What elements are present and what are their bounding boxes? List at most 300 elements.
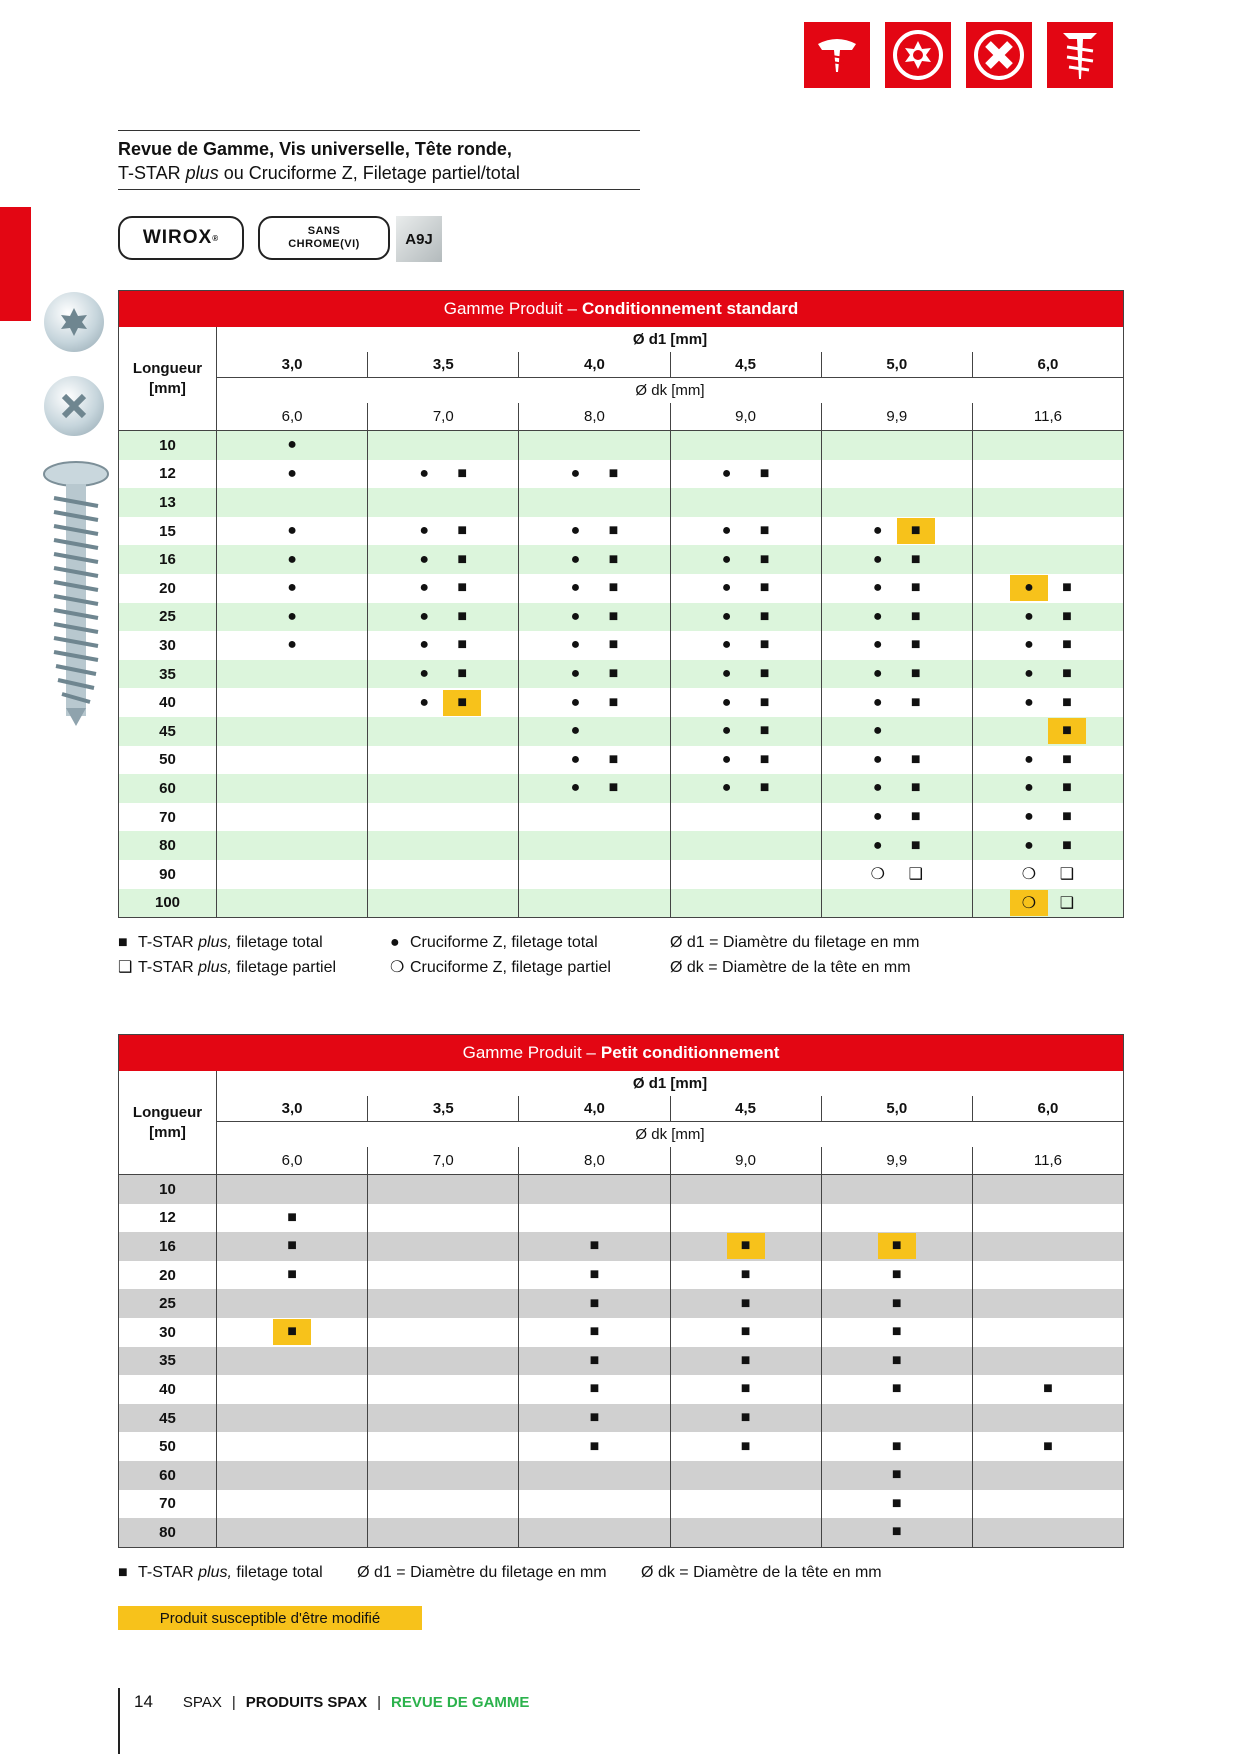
availability-cell <box>822 1175 973 1204</box>
table-row <box>119 1490 1123 1519</box>
availability-cell <box>368 660 519 689</box>
tstar-partial-mark: ❑ <box>1059 894 1075 912</box>
cross-total-mark: ● <box>721 722 732 740</box>
tstar-total-mark: ■ <box>608 579 619 597</box>
cross-total-mark: ● <box>872 579 883 597</box>
tstar-total-mark: ■ <box>910 636 921 654</box>
tstar-total-mark: ■ <box>608 522 619 540</box>
d1-value: 4,0 <box>519 1096 670 1121</box>
small-table-header: Gamme Produit – Petit conditionnement <box>119 1035 1123 1071</box>
availability-cell <box>822 1461 973 1490</box>
availability-cell <box>217 1289 368 1318</box>
cross-total-mark: ● <box>419 607 430 625</box>
availability-cell <box>671 1490 822 1519</box>
availability-cell <box>822 545 973 574</box>
cross-total-mark: ● <box>872 722 883 740</box>
availability-cell <box>519 1318 670 1347</box>
length-cell: 45 <box>119 717 217 746</box>
availability-cell <box>368 1318 519 1347</box>
tstar-total-mark: ■ <box>759 665 770 683</box>
tstar-partial-mark: ❑ <box>908 866 923 884</box>
tstar-total-mark: ■ <box>891 1323 902 1341</box>
availability-cell <box>973 889 1123 918</box>
length-cell: 60 <box>119 774 217 803</box>
tstar-total-mark: ■ <box>891 1523 902 1541</box>
dk-value: 9,9 <box>822 403 973 430</box>
availability-cell <box>822 603 973 632</box>
cross-partial-mark: ❍ <box>1010 890 1048 916</box>
availability-cell <box>368 488 519 517</box>
d1-value: 5,0 <box>822 352 973 377</box>
availability-cell <box>671 460 822 489</box>
availability-cell <box>519 431 670 460</box>
cross-total-mark: ● <box>570 636 581 654</box>
cross-total-mark: ● <box>419 636 430 654</box>
cross-total-mark: ● <box>872 693 883 711</box>
tstar-total-mark: ■ <box>759 636 770 654</box>
table-row <box>119 488 1123 517</box>
tstar-total-mark: ■ <box>608 636 619 654</box>
availability-cell <box>368 574 519 603</box>
tstar-total-mark: ■ <box>608 750 619 768</box>
cross-total-mark: ● <box>287 550 297 568</box>
tstar-total-mark: ■ <box>891 1466 902 1484</box>
availability-cell <box>973 1518 1123 1547</box>
availability-cell <box>217 1261 368 1290</box>
availability-cell <box>822 1375 973 1404</box>
cross-total-mark: ● <box>721 464 732 482</box>
d1-values-row <box>217 352 1123 378</box>
tstar-total-mark: ■ <box>457 550 468 568</box>
legend-diameters: Ø d1 = Diamètre du filetage en mm Ø dk = Diamètre de la tête en mm <box>670 934 920 976</box>
tstar-total-mark: ■ <box>878 1233 916 1259</box>
table-row <box>119 1375 1123 1404</box>
length-cell: 60 <box>119 1461 217 1490</box>
dk-value: 7,0 <box>368 403 519 430</box>
length-cell: 90 <box>119 860 217 889</box>
cross-total-mark: ● <box>570 665 581 683</box>
availability-cell <box>217 803 368 832</box>
availability-cell <box>519 803 670 832</box>
footer-section: PRODUITS SPAX <box>245 1693 368 1711</box>
tstar-total-mark: ■ <box>897 518 935 544</box>
availability-cell <box>368 603 519 632</box>
cross-total-mark: ● <box>570 693 581 711</box>
cross-total-mark: ● <box>872 750 883 768</box>
availability-cell <box>973 631 1123 660</box>
availability-cell <box>671 717 822 746</box>
availability-cell <box>822 1404 973 1433</box>
d1-value: 3,5 <box>368 352 519 377</box>
availability-cell <box>519 1432 670 1461</box>
availability-cell <box>671 889 822 918</box>
availability-cell <box>822 574 973 603</box>
availability-cell <box>368 1347 519 1376</box>
availability-cell <box>368 1461 519 1490</box>
availability-cell <box>671 1204 822 1233</box>
cross-total-mark: ● <box>570 550 581 568</box>
cross-total-mark: ● <box>287 522 297 540</box>
page-number: 14 <box>134 1692 153 1711</box>
availability-cell <box>973 774 1123 803</box>
length-cell: 80 <box>119 1518 217 1547</box>
availability-cell <box>368 774 519 803</box>
availability-cell <box>822 1490 973 1519</box>
tstar-total-mark: ■ <box>740 1323 751 1341</box>
availability-cell <box>217 1347 368 1376</box>
availability-cell <box>519 1347 670 1376</box>
availability-cell <box>368 517 519 546</box>
title-sub: T-STAR plus ou Cruciforme Z, Filetage partiel/total <box>118 163 520 183</box>
table-row <box>119 1461 1123 1490</box>
availability-cell <box>519 1518 670 1547</box>
availability-cell <box>217 889 368 918</box>
screw-side-image <box>40 458 112 728</box>
cross-total-mark: ● <box>872 636 883 654</box>
tstar-total-mark: ■ <box>1062 779 1072 797</box>
dk-value: 11,6 <box>1033 1152 1062 1169</box>
small-range-table <box>118 1034 1124 1548</box>
tstar-total-mark: ■ <box>740 1437 751 1455</box>
cross-total-mark: ● <box>872 836 883 854</box>
head-shape-icon <box>804 22 870 88</box>
availability-cell <box>368 889 519 918</box>
length-cell: 30 <box>119 631 217 660</box>
footer-brand: SPAX <box>182 1693 222 1711</box>
availability-cell <box>368 1261 519 1290</box>
availability-cell <box>519 603 670 632</box>
longueur-label: Longueur [mm] <box>119 327 217 430</box>
length-cell: 30 <box>119 1318 217 1347</box>
availability-cell <box>973 717 1123 746</box>
cross-total-mark: ● <box>570 579 581 597</box>
tstar-partial-mark: ❑ <box>1059 866 1075 884</box>
cross-total-mark: ● <box>1024 636 1034 654</box>
d1-label: Ø d1 [mm] <box>632 331 708 348</box>
d1-value: 3,5 <box>368 1096 519 1121</box>
tstar-total-mark: ■ <box>910 808 921 826</box>
length-cell: 25 <box>119 603 217 632</box>
availability-cell <box>671 431 822 460</box>
tstar-total-mark: ■ <box>589 1380 600 1398</box>
tstar-total-mark: ■ <box>457 464 468 482</box>
footer-bar <box>118 1688 120 1754</box>
availability-cell <box>368 717 519 746</box>
tstar-total-mark: ■ <box>1062 579 1072 597</box>
cross-total-mark: ● <box>419 550 430 568</box>
availability-cell <box>822 831 973 860</box>
cross-total-mark: ● <box>721 522 732 540</box>
availability-cell <box>822 688 973 717</box>
d1-values-row <box>217 1096 1123 1122</box>
availability-cell <box>519 1261 670 1290</box>
dk-value: 9,9 <box>822 1147 973 1174</box>
tstar-total-mark: ■ <box>589 1237 600 1255</box>
page-title <box>118 130 640 190</box>
availability-cell <box>822 717 973 746</box>
cross-total-mark: ● <box>721 579 732 597</box>
wirox-badge: WIROX ® <box>118 216 244 260</box>
availability-cell <box>519 517 670 546</box>
availability-cell <box>519 1232 670 1261</box>
table-row <box>119 603 1123 632</box>
availability-cell <box>217 1204 368 1233</box>
availability-cell <box>973 1347 1123 1376</box>
availability-cell <box>519 889 670 918</box>
table-row <box>119 1204 1123 1233</box>
availability-cell <box>368 1204 519 1233</box>
tstar-total-mark: ■ <box>891 1294 902 1312</box>
availability-cell <box>368 545 519 574</box>
length-cell: 20 <box>119 1261 217 1290</box>
availability-cell <box>973 746 1123 775</box>
availability-cell <box>973 860 1123 889</box>
availability-cell <box>973 660 1123 689</box>
availability-cell <box>973 1289 1123 1318</box>
availability-cell <box>973 1318 1123 1347</box>
availability-cell <box>217 1432 368 1461</box>
availability-cell <box>973 1232 1123 1261</box>
table-row <box>119 660 1123 689</box>
availability-cell <box>822 460 973 489</box>
length-cell: 16 <box>119 545 217 574</box>
length-cell: 50 <box>119 746 217 775</box>
table-row <box>119 1347 1123 1376</box>
legend-cross: ● Cruciforme Z, filetage total ❍ Cruciforme Z, filetage partiel <box>390 934 611 976</box>
availability-cell <box>217 1375 368 1404</box>
table-row <box>119 1261 1123 1290</box>
availability-cell <box>671 1175 822 1204</box>
availability-cell <box>973 488 1123 517</box>
availability-cell <box>973 1404 1123 1433</box>
availability-cell <box>822 803 973 832</box>
availability-cell <box>519 488 670 517</box>
availability-cell <box>822 1347 973 1376</box>
table-row <box>119 688 1123 717</box>
availability-cell <box>368 831 519 860</box>
availability-cell <box>519 1404 670 1433</box>
title-main: Revue de Gamme, Vis universelle, Tête ronde, <box>118 139 512 159</box>
availability-cell <box>973 1432 1123 1461</box>
availability-cell <box>671 1289 822 1318</box>
availability-cell <box>519 1204 670 1233</box>
availability-cell <box>368 1375 519 1404</box>
tstar-total-mark: ■ <box>608 779 619 797</box>
availability-cell <box>217 1404 368 1433</box>
availability-cell <box>217 688 368 717</box>
availability-cell <box>822 889 973 918</box>
availability-cell <box>217 1232 368 1261</box>
tstar-total-mark: ■ <box>287 1208 297 1226</box>
availability-cell <box>973 460 1123 489</box>
tstar-total-mark: ■ <box>740 1409 751 1427</box>
availability-cell <box>368 1175 519 1204</box>
cross-total-mark: ● <box>570 722 581 740</box>
cross-total-mark: ● <box>419 522 430 540</box>
standard-table-body <box>119 431 1123 917</box>
availability-cell <box>519 774 670 803</box>
footer: 14 SPAX | PRODUITS SPAX | REVUE DE GAMME <box>134 1692 530 1711</box>
tstar-total-mark: ■ <box>740 1294 751 1312</box>
standard-table-header: Gamme Produit – Conditionnement standard <box>119 291 1123 327</box>
availability-cell <box>973 831 1123 860</box>
availability-cell <box>973 1490 1123 1519</box>
cross-total-mark: ● <box>872 522 883 540</box>
availability-cell <box>822 660 973 689</box>
table-row <box>119 1318 1123 1347</box>
availability-cell <box>671 545 822 574</box>
standard-range-table <box>118 290 1124 918</box>
a9j-badge: A9J <box>396 216 442 262</box>
table-row <box>119 860 1123 889</box>
availability-cell <box>217 660 368 689</box>
tstar-total-mark: ■ <box>443 690 481 716</box>
cross-total-mark: ● <box>872 779 883 797</box>
availability-cell <box>519 1490 670 1519</box>
table-row <box>119 1175 1123 1204</box>
tstar-total-mark: ■ <box>589 1409 600 1427</box>
table-row <box>119 517 1123 546</box>
empty-slot <box>1010 718 1048 744</box>
cross-total-mark: ● <box>570 522 581 540</box>
cross-total-mark: ● <box>419 464 430 482</box>
cross-total-mark: ● <box>419 665 430 683</box>
tstar-total-mark: ■ <box>740 1380 751 1398</box>
tstar-total-mark: ■ <box>1062 808 1072 826</box>
tstar-total-mark: ■ <box>608 550 619 568</box>
table-row <box>119 831 1123 860</box>
cross-total-mark: ● <box>721 693 732 711</box>
availability-cell <box>671 1461 822 1490</box>
empty-slot <box>594 718 632 744</box>
table-row <box>119 1404 1123 1433</box>
empty-slot <box>897 718 935 744</box>
cross-total-mark: ● <box>287 436 297 454</box>
availability-cell <box>217 860 368 889</box>
cross-total-mark: ● <box>287 579 297 597</box>
cross-total-mark: ● <box>570 607 581 625</box>
d1-value: 3,0 <box>217 1096 368 1121</box>
dk-value: 9,0 <box>671 1147 822 1174</box>
availability-cell <box>519 717 670 746</box>
dk-value: 7,0 <box>368 1147 519 1174</box>
cross-total-mark: ● <box>1010 575 1048 601</box>
modification-note: Produit susceptible d'être modifié <box>118 1606 422 1630</box>
cross-total-mark: ● <box>570 464 581 482</box>
tstar-total-mark: ■ <box>910 750 921 768</box>
tstar-total-mark: ■ <box>759 550 770 568</box>
availability-cell <box>671 603 822 632</box>
length-cell: 20 <box>119 574 217 603</box>
availability-cell <box>368 1289 519 1318</box>
availability-cell <box>368 860 519 889</box>
tstar-total-mark: ■ <box>727 1233 765 1259</box>
availability-cell <box>671 831 822 860</box>
footer-topic: REVUE DE GAMME <box>391 1693 530 1711</box>
table-row <box>119 631 1123 660</box>
tstar-total-mark: ■ <box>608 464 619 482</box>
availability-cell <box>671 1261 822 1290</box>
tstar-total-mark: ■ <box>910 665 921 683</box>
availability-cell <box>822 1432 973 1461</box>
tstar-total-mark: ■ <box>457 636 468 654</box>
tstar-total-mark: ■ <box>589 1323 600 1341</box>
cross-total-mark: ● <box>287 607 297 625</box>
availability-cell <box>671 1318 822 1347</box>
availability-cell <box>519 1375 670 1404</box>
length-cell: 40 <box>119 688 217 717</box>
tstar-total-mark: ■ <box>759 464 770 482</box>
tstar-total-mark: ■ <box>589 1266 600 1284</box>
tstar-screw-head-image <box>44 292 104 352</box>
tstar-total-mark: ■ <box>287 1237 297 1255</box>
tstar-total-mark: ■ <box>457 665 468 683</box>
section-tab <box>0 207 31 321</box>
availability-cell <box>671 1347 822 1376</box>
tstar-total-mark: ■ <box>759 750 770 768</box>
availability-cell <box>822 1289 973 1318</box>
legend-small: ■ T-STAR plus, filetage total Ø d1 = Diamètre du filetage en mm Ø dk = Diamètre de la tête en mm <box>118 1564 882 1581</box>
d1-value: 6,0 <box>1037 1100 1059 1117</box>
small-table-body <box>119 1175 1123 1547</box>
length-cell: 10 <box>119 1175 217 1204</box>
availability-cell <box>671 1432 822 1461</box>
availability-cell <box>217 603 368 632</box>
availability-cell <box>822 631 973 660</box>
tstar-total-mark: ■ <box>1043 1380 1053 1398</box>
tstar-total-mark: ■ <box>759 779 770 797</box>
cross-total-mark: ● <box>721 779 732 797</box>
drive-icons <box>804 22 1113 88</box>
tstar-total-mark: ■ <box>608 665 619 683</box>
tstar-total-mark: ■ <box>589 1351 600 1369</box>
availability-cell <box>671 574 822 603</box>
availability-cell <box>671 774 822 803</box>
availability-cell <box>519 746 670 775</box>
table-row <box>119 717 1123 746</box>
dk-value: 8,0 <box>519 1147 670 1174</box>
tstar-total-mark: ■ <box>608 693 619 711</box>
length-cell: 13 <box>119 488 217 517</box>
availability-cell <box>822 1261 973 1290</box>
length-cell: 45 <box>119 1404 217 1433</box>
availability-cell <box>217 717 368 746</box>
cross-total-mark: ● <box>419 579 430 597</box>
cross-total-mark: ● <box>1024 808 1034 826</box>
tstar-total-mark: ■ <box>759 693 770 711</box>
availability-cell <box>822 1318 973 1347</box>
d1-value: 3,0 <box>217 352 368 377</box>
tstar-total-mark: ■ <box>1062 836 1072 854</box>
tstar-total-mark: ■ <box>1062 607 1072 625</box>
availability-cell <box>822 1232 973 1261</box>
availability-cell <box>822 488 973 517</box>
length-cell: 70 <box>119 1490 217 1519</box>
availability-cell <box>217 631 368 660</box>
availability-cell <box>822 517 973 546</box>
availability-cell <box>671 1404 822 1433</box>
tstar-total-mark: ■ <box>1043 1437 1053 1455</box>
availability-cell <box>671 660 822 689</box>
d1-value: 4,5 <box>671 1096 822 1121</box>
table-row <box>119 803 1123 832</box>
length-cell: 15 <box>119 517 217 546</box>
dk-values-row <box>217 403 1123 430</box>
availability-cell <box>519 1289 670 1318</box>
availability-cell <box>973 688 1123 717</box>
availability-cell <box>973 1461 1123 1490</box>
tstar-total-mark: ■ <box>740 1351 751 1369</box>
